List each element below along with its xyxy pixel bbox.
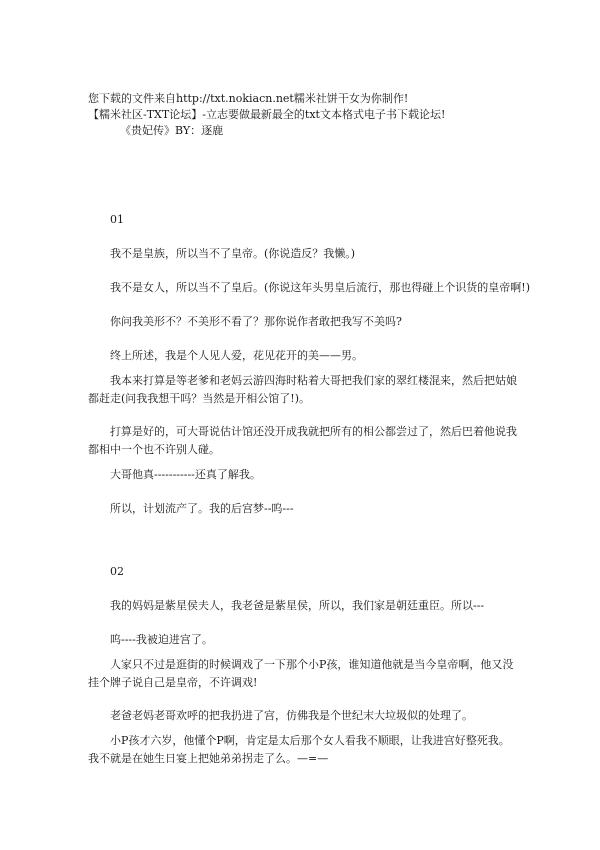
paragraph-wrapped: [88, 732, 518, 768]
paragraph: 大哥他真-----------还真了解我。: [110, 468, 261, 481]
download-header: [88, 91, 445, 139]
chapter-number: 01: [110, 213, 124, 226]
paragraph: 你问我美形不？不美形不看了？那你说作者敢把我写不美吗?: [110, 315, 402, 328]
paragraph: 打算是好的，可大哥说估计馆还没开成我就把所有的相公都尝过了，然后巴着他说我都相中一个也不许别人碰。: [88, 425, 517, 456]
paragraph: 小P孩才六岁，他懂个P啊，肯定是太后那个女人看我不顺眼，让我进宫好整死我。我不就是在她生日宴上把她弟弟拐走了么。—=—: [88, 734, 510, 765]
paragraph: 呜----我被迫进宫了。: [110, 633, 213, 646]
paragraph: 我不是皇族，所以当不了皇帝。(你说造反？我懒。): [110, 247, 356, 260]
paragraph: 所以，计划流产了。我的后宫梦--呜---: [110, 502, 294, 515]
paragraph: 老爸老妈老哥欢呼的把我扔进了宫，仿佛我是个世纪末大垃圾似的处理了。: [110, 709, 473, 722]
paragraph: 我本来打算是等老爹和老妈云游四海时粘着大哥把我们家的翠红楼混来，然后把姑娘都赶走(问我我想干吗？当然是开相公馆了!)。: [88, 374, 517, 405]
source-line: 您下载的文件来自http://txt.nokiacn.net糯米社饼干女为你制作!: [88, 92, 409, 105]
paragraph: 我的妈妈是紫星侯夫人，我老爸是紫星侯，所以，我们家是朝廷重臣。所以---: [110, 599, 485, 612]
paragraph: 终上所述，我是个人见人爱，花见花开的美——男。: [110, 349, 363, 362]
paragraph: 我不是女人，所以当不了皇后。(你说这年头男皇后流行，那也得碰上个识货的皇帝啊!): [110, 281, 531, 294]
paragraph-wrapped: [88, 656, 518, 692]
paragraph-wrapped: [88, 372, 518, 408]
paragraph: 人家只不过是逛街的时候调戏了一下那个小P孩，谁知道他就是当今皇帝啊，他又没挂个牌子说自己是皇帝，不许调戏!: [88, 658, 514, 689]
forum-line: 【糯米社区-TXT论坛】-立志要做最新最全的txt文本格式电子书下载论坛!: [88, 108, 446, 121]
book-byline: 《贵妃传》BY：逐鹿: [120, 124, 224, 137]
chapter-number: 02: [110, 565, 124, 578]
paragraph-wrapped: [88, 423, 518, 459]
